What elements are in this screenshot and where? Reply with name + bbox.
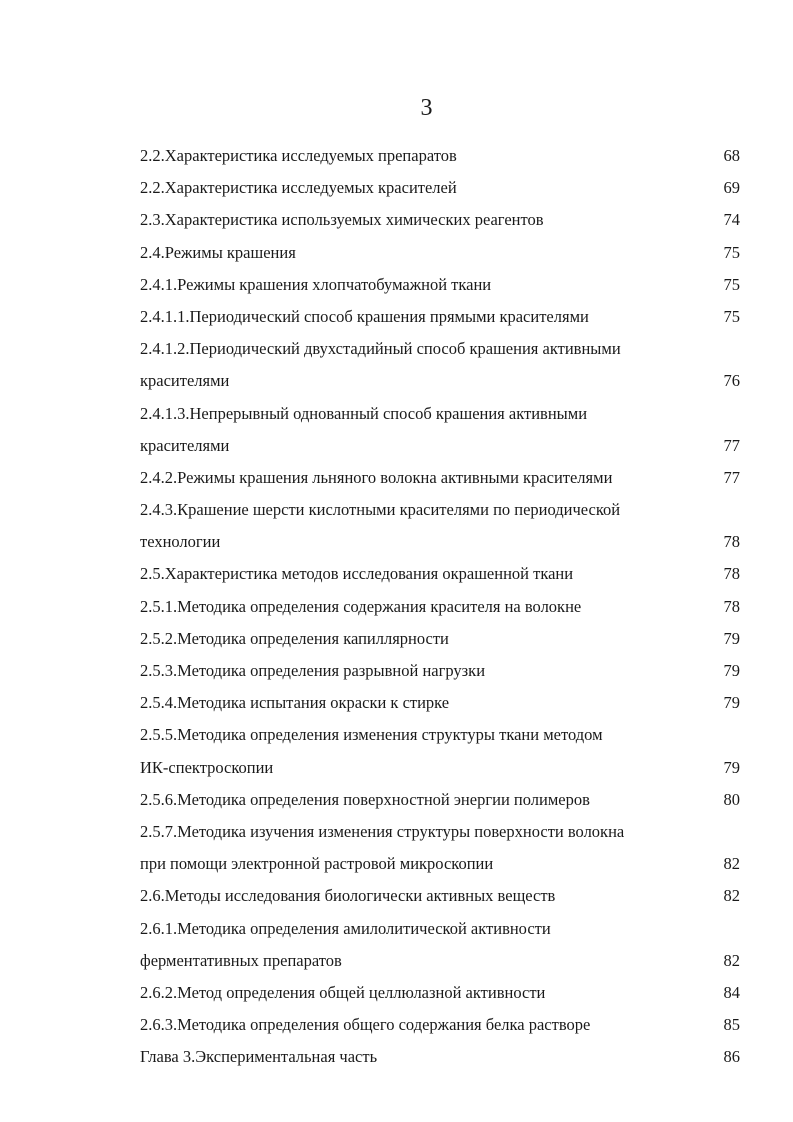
toc-entry-title-line: 2.6.1.Методика определения амилолитической активности: [140, 918, 551, 938]
toc-entry-title-line: 2.2.Характеристика исследуемых препаратов: [140, 146, 457, 165]
table-of-contents: [140, 140, 740, 1074]
toc-entry-title: [140, 140, 680, 172]
page-number: 3: [420, 95, 433, 121]
toc-entry-page: 77: [723, 467, 740, 487]
toc-entry: [140, 880, 740, 912]
toc-entry-title-line: 2.4.1.1.Периодический способ крашения прямыми красителями: [140, 306, 589, 326]
toc-entry-title-line: Глава 3.Экспериментальная часть: [140, 1047, 378, 1067]
toc-entry: [140, 977, 740, 1009]
toc-entry-page: 78: [723, 532, 740, 552]
toc-entry-title: [140, 558, 680, 590]
toc-entry-title-line: красителями: [140, 371, 230, 391]
toc-entry-title: [140, 880, 680, 912]
toc-entry-page: 75: [723, 306, 740, 326]
toc-entry-title: [140, 591, 680, 623]
toc-entry-title-line: 2.5.3.Методика определения разрывной нагрузки: [140, 661, 486, 681]
toc-entry-title-line: 2.3.Характеристика используемых химических реагентов: [140, 210, 544, 230]
toc-entry-page: 82: [723, 854, 740, 874]
toc-entry-page: 79: [723, 693, 740, 713]
toc-entry-title: [140, 494, 680, 558]
toc-entry-page: 76: [723, 371, 740, 391]
toc-entry-title-line: 2.5.1.Методика определения содержания красителя на волокне: [140, 596, 582, 616]
toc-entry-title-line: ИК-спектроскопии: [140, 757, 274, 777]
toc-entry-page: 68: [723, 145, 740, 165]
toc-entry-title-line: 2.4.3.Крашение шерсти кислотными красителями по периодической: [140, 500, 621, 520]
toc-entry-title: [140, 1041, 680, 1073]
toc-entry-page: 85: [723, 1015, 740, 1035]
toc-entry-title: [140, 977, 680, 1009]
toc-entry-title-line: 2.4.2.Режимы крашения льняного волокна активными красителями: [140, 467, 613, 487]
toc-entry-page: 75: [723, 274, 740, 294]
toc-entry-title: [140, 204, 680, 236]
toc-entry: [140, 494, 740, 558]
toc-entry-title: [140, 333, 680, 397]
toc-entry: [140, 913, 740, 977]
toc-entry-title-line: ферментативных препаратов: [140, 950, 342, 970]
toc-entry-title-line: 2.4.Режимы крашения: [140, 242, 296, 262]
toc-entry-page: 78: [723, 596, 740, 616]
toc-entry-title: [140, 784, 680, 816]
toc-entry: [140, 623, 740, 655]
toc-entry-title: [140, 655, 680, 687]
toc-entry-page: 86: [723, 1047, 740, 1067]
toc-entry-title-line: 2.4.1.Режимы крашения хлопчатобумажной ткани: [140, 274, 492, 294]
toc-entry-title: [140, 237, 680, 269]
toc-entry-title-line: 2.5.4.Методика испытания окраски к стирке: [140, 693, 450, 713]
toc-entry-title: [140, 269, 680, 301]
toc-entry-page: 84: [723, 982, 740, 1002]
toc-entry: [140, 462, 740, 494]
toc-entry: [140, 558, 740, 590]
toc-entry-title: [140, 913, 680, 977]
toc-entry-title-line: 2.6.3.Методика определения общего содержания белка растворе: [140, 1015, 591, 1035]
toc-entry: [140, 301, 740, 333]
toc-entry-title-line: 2.6.Методы исследования биологически активных веществ: [140, 886, 556, 906]
toc-entry: [140, 1009, 740, 1041]
toc-entry-title-line: 2.5.Характеристика методов исследования окрашенной ткани: [140, 564, 574, 584]
toc-entry-title: [140, 398, 680, 462]
toc-entry-title: [140, 1009, 680, 1041]
toc-entry: [140, 172, 740, 204]
toc-entry: [140, 237, 740, 269]
toc-entry: [140, 1041, 740, 1073]
toc-entry-page: 82: [723, 950, 740, 970]
toc-entry-page: 79: [723, 757, 740, 777]
toc-entry-title-line: 2.5.7.Методика изучения изменения структуры поверхности волокна: [140, 822, 625, 841]
toc-entry-page: 74: [723, 210, 740, 230]
toc-entry-title-line: 2.2.Характеристика исследуемых красителей: [140, 178, 457, 198]
toc-entry: [140, 333, 740, 397]
toc-entry-page: 82: [723, 886, 740, 906]
toc-entry: [140, 784, 740, 816]
toc-entry-page: 77: [723, 435, 740, 455]
toc-entry-title-line: 2.4.1.2.Периодический двухстадийный способ крашения активными: [140, 339, 621, 359]
toc-entry-page: 79: [723, 661, 740, 681]
toc-entry: [140, 269, 740, 301]
toc-entry: [140, 816, 740, 880]
toc-entry-title-line: 2.5.5.Методика определения изменения структуры ткани методом: [140, 725, 603, 745]
toc-entry-title: [140, 623, 680, 655]
toc-entry-title: [140, 301, 680, 333]
toc-entry: [140, 719, 740, 783]
toc-entry-title: [140, 462, 680, 494]
toc-entry: [140, 591, 740, 623]
toc-entry-page: 75: [723, 242, 740, 262]
toc-entry: [140, 655, 740, 687]
toc-entry-title-line: 2.6.2.Метод определения общей целлюлазной активности: [140, 982, 546, 1002]
toc-entry-page: 79: [723, 628, 740, 648]
toc-entry-title-line: 2.4.1.3.Непрерывный однованный способ крашения активными: [140, 403, 588, 423]
toc-entry-title-line: 2.5.2.Методика определения капиллярности: [140, 628, 449, 648]
toc-entry-title-line: 2.5.6.Методика определения поверхностной энергии полимеров: [140, 789, 590, 809]
toc-entry: [140, 204, 740, 236]
toc-entry-title-line: красителями: [140, 435, 230, 455]
toc-entry-title: [140, 719, 680, 783]
toc-entry: [140, 687, 740, 719]
toc-entry-page: 69: [723, 178, 740, 198]
toc-entry-title: [140, 172, 680, 204]
toc-entry-title-line: при помощи электронной растровой микроскопии: [140, 854, 494, 874]
toc-entry: [140, 398, 740, 462]
toc-entry-page: 78: [723, 564, 740, 584]
toc-entry: [140, 140, 740, 172]
toc-entry-title-line: технологии: [140, 532, 221, 552]
toc-entry-title: [140, 816, 680, 880]
toc-entry-page: 80: [723, 789, 740, 809]
toc-entry-title: [140, 687, 680, 719]
